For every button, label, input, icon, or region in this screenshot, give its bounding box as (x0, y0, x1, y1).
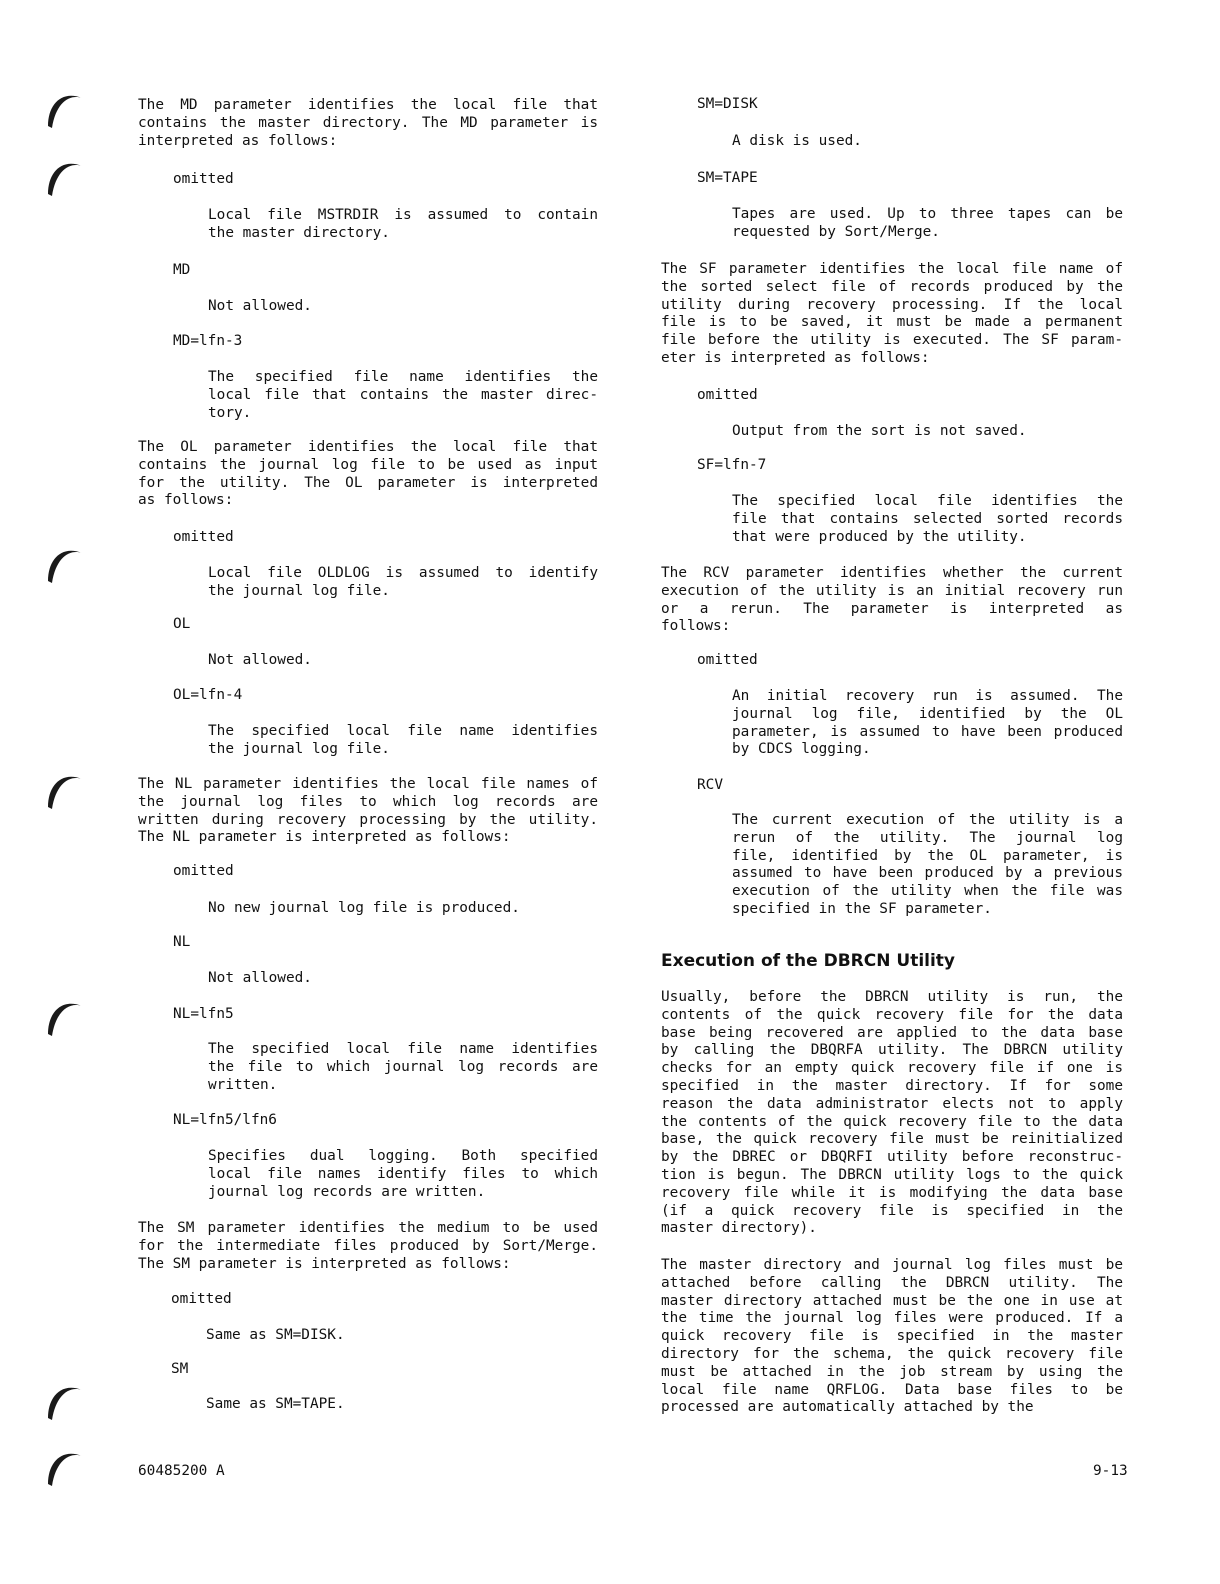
md-intro (138, 97, 598, 150)
text-line: by calling the DBQRFA utility. The DBRCN utility (661, 1042, 1123, 1059)
md-omitted-desc (208, 207, 598, 243)
sf-intro (661, 261, 1123, 368)
text-line: the journal log file. (208, 582, 390, 599)
text-line: directory for the schema, the quick recovery file (661, 1345, 1123, 1362)
text-line: The SM parameter is interpreted as follows: (138, 1255, 511, 1272)
text-line: file, identified by the OL parameter, is (732, 847, 1123, 864)
text-line: An initial recovery run is assumed. The (732, 688, 1123, 704)
sm-omitted-term: omitted (171, 1291, 232, 1307)
text-line: The master directory and journal log files must be (661, 1257, 1123, 1273)
ol-lfn-term: OL=lfn-4 (173, 687, 243, 703)
text-line: master directory attached must be the one in use at (661, 1292, 1123, 1309)
text-line: Specifies dual logging. Both specified (208, 1148, 598, 1164)
text-line: file that contains selected sorted records (732, 510, 1123, 527)
md-lfn-term: MD=lfn-3 (173, 333, 243, 349)
ol-intro (138, 439, 598, 510)
text-line: file before the utility is executed. The SF param- (661, 332, 1123, 349)
text-line: base, the quick recovery file must be reinitialized (661, 1131, 1123, 1148)
text-line: execution of the utility is an initial recovery run (661, 582, 1123, 599)
text-line: execution of the utility when the file was (732, 883, 1123, 900)
sm-disk-desc: A disk is used. (732, 133, 862, 149)
text-line: master directory). (661, 1220, 817, 1237)
sm-disk-term: SM=DISK (697, 96, 758, 112)
binder-hole-icon (40, 994, 88, 1042)
text-line: The specified local file name identifies (208, 1041, 598, 1057)
exec-paragraph-2 (661, 1257, 1123, 1417)
ol-ol-desc: Not allowed. (208, 652, 312, 668)
nl-omitted-desc: No new journal log file is produced. (208, 900, 520, 916)
text-line: quick recovery file is specified in the master (661, 1328, 1123, 1345)
text-line: the master directory. (208, 224, 390, 241)
text-line: base being recovered are applied to the data base (661, 1024, 1123, 1041)
text-line: tion is begun. The DBRCN utility logs to the quick (661, 1166, 1123, 1183)
text-line: contains the journal log file to be used as input (138, 456, 598, 473)
rcv-rcv-term: RCV (697, 777, 723, 793)
binder-hole-icon (40, 541, 88, 589)
text-line: must be attached in the job stream by using the (661, 1363, 1123, 1380)
section-heading: Execution of the DBRCN Utility (661, 951, 956, 971)
page-number: 9-13 (1093, 1463, 1128, 1479)
text-line: written. (208, 1076, 278, 1093)
ol-omitted-desc (208, 565, 598, 601)
text-line: Tapes are used. Up to three tapes can be (732, 206, 1123, 222)
text-line: eter is interpreted as follows: (661, 349, 930, 366)
sm-intro (138, 1220, 598, 1273)
nl-lfn5-desc (208, 1041, 598, 1094)
text-line: the file to which journal log records are (208, 1058, 598, 1075)
text-line: The MD parameter identifies the local file that (138, 97, 598, 113)
exec-paragraph-1 (661, 989, 1123, 1238)
sm-tape-term: SM=TAPE (697, 170, 758, 186)
text-line: written during recovery processing by the utility. (138, 811, 598, 828)
nl-omitted-term: omitted (173, 863, 234, 879)
nl-lfn56-term: NL=lfn5/lfn6 (173, 1112, 277, 1128)
ol-ol-term: OL (173, 616, 191, 632)
nl-lfn5-term: NL=lfn5 (173, 1006, 234, 1022)
text-line: The specified local file name identifies (208, 723, 598, 739)
rcv-rcv-desc (732, 812, 1123, 919)
document-number: 60485200 A (138, 1463, 225, 1479)
text-line: The SF parameter identifies the local file name of (661, 261, 1123, 277)
binder-hole-icon (40, 1444, 88, 1492)
md-omitted-term: omitted (173, 171, 234, 187)
text-line: recovery file while it is modifying the data base (661, 1184, 1123, 1201)
text-line: specified in the SF parameter. (732, 900, 992, 917)
text-line: The RCV parameter identifies whether the current (661, 565, 1123, 581)
text-line: checks for an empty quick recovery file if one is (661, 1060, 1123, 1077)
text-line: (if a quick recovery file is specified in the (661, 1202, 1123, 1219)
sf-omitted-desc: Output from the sort is not saved. (732, 423, 1027, 439)
text-line: The SM parameter identifies the medium to be used (138, 1220, 598, 1236)
text-line: processed are automatically attached by the (661, 1399, 1034, 1416)
text-line: follows: (661, 618, 731, 635)
text-line: the contents of the quick recovery file to the data (661, 1113, 1123, 1130)
nl-nl-term: NL (173, 934, 191, 950)
text-line: journal log records are written. (208, 1183, 486, 1200)
text-line: the journal log file. (208, 740, 390, 757)
text-line: or a rerun. The parameter is interpreted as (661, 600, 1123, 617)
nl-intro (138, 776, 598, 847)
binder-hole-icon (40, 767, 88, 815)
sf-omitted-term: omitted (697, 387, 758, 403)
binder-hole-icon (40, 154, 88, 202)
text-line: attached before calling the DBRCN utility. The (661, 1274, 1123, 1291)
text-line: as follows: (138, 492, 234, 509)
sm-tape-desc (732, 206, 1123, 242)
text-line: the journal log files to which log records are (138, 793, 598, 810)
sf-lfn-term: SF=lfn-7 (697, 457, 767, 473)
text-line: The specified file name identifies the (208, 369, 598, 385)
text-line: contains the master directory. The MD parameter is (138, 114, 598, 131)
text-line: The OL parameter identifies the local file that (138, 439, 598, 455)
text-line: local file that contains the master direc- (208, 386, 598, 403)
rcv-intro (661, 565, 1123, 636)
text-line: The current execution of the utility is a (732, 812, 1123, 828)
text-line: for the intermediate files produced by Sort/Merge. (138, 1237, 598, 1254)
sm-sm-term: SM (171, 1361, 189, 1377)
text-line: parameter, is assumed to have been produced (732, 723, 1123, 740)
text-line: rerun of the utility. The journal log (732, 829, 1123, 846)
text-line: interpreted as follows: (138, 132, 338, 149)
text-line: The NL parameter is interpreted as follows: (138, 829, 511, 846)
md-lfn-desc (208, 369, 598, 422)
text-line: Local file MSTRDIR is assumed to contain (208, 207, 598, 223)
sm-sm-desc: Same as SM=TAPE. (206, 1396, 345, 1412)
text-line: local file name QRFLOG. Data base files to be (661, 1381, 1123, 1398)
text-line: utility during recovery processing. If the local (661, 296, 1123, 313)
text-line: the sorted select file of records produced by the (661, 278, 1123, 295)
text-line: by CDCS logging. (732, 741, 871, 758)
sm-omitted-desc: Same as SM=DISK. (206, 1327, 345, 1343)
text-line: Local file OLDLOG is assumed to identify (208, 565, 598, 581)
md-md-term: MD (173, 262, 191, 278)
text-line: local file names identify files to which (208, 1165, 598, 1182)
ol-omitted-term: omitted (173, 529, 234, 545)
text-line: assumed to have been produced by a previous (732, 865, 1123, 882)
ol-lfn-desc (208, 723, 598, 759)
md-md-desc: Not allowed. (208, 298, 312, 314)
text-line: The NL parameter identifies the local file names of (138, 776, 598, 792)
rcv-omitted-term: omitted (697, 652, 758, 668)
text-line: The specified local file identifies the (732, 493, 1123, 509)
text-line: Usually, before the DBRCN utility is run, the (661, 989, 1123, 1005)
text-line: tory. (208, 404, 252, 421)
text-line: contents of the quick recovery file for the data (661, 1006, 1123, 1023)
text-line: file is to be saved, it must be made a permanent (661, 314, 1123, 331)
nl-lfn56-desc (208, 1148, 598, 1201)
text-line: for the utility. The OL parameter is interpreted (138, 474, 598, 491)
text-line: by the DBREC or DBQRFI utility before reconstruc- (661, 1149, 1123, 1166)
binder-hole-icon (40, 1378, 88, 1426)
text-line: specified in the master directory. If for some (661, 1077, 1123, 1094)
text-line: the time the journal log files were produced. If a (661, 1310, 1123, 1327)
text-line: reason the data administrator elects not to apply (661, 1095, 1123, 1112)
binder-hole-icon (40, 86, 88, 134)
text-line: journal log file, identified by the OL (732, 705, 1123, 722)
text-line: requested by Sort/Merge. (732, 223, 940, 240)
text-line: that were produced by the utility. (732, 528, 1027, 545)
rcv-omitted-desc (732, 688, 1123, 759)
nl-nl-desc: Not allowed. (208, 970, 312, 986)
sf-lfn-desc (732, 493, 1123, 546)
